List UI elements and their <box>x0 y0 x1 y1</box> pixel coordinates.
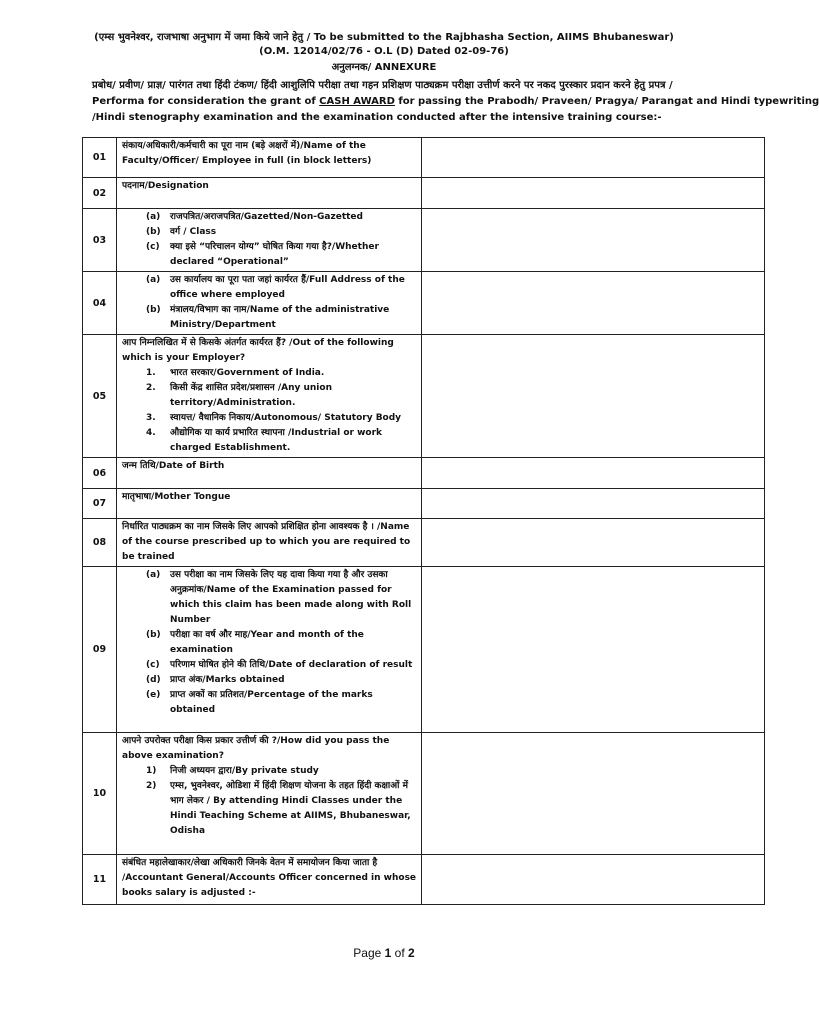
question-text: संकाय/अधिकारी/कर्मचारी का पूरा नाम (बड़े अक्षरों में)/Name of the Faculty/Officer/ Employee in full (in block letters) <box>122 141 372 166</box>
title-cash-award: CASH AWARD <box>319 96 395 107</box>
row-description <box>117 519 422 567</box>
sub-item <box>122 303 419 333</box>
sub-item-text: उस कार्यालय का पूरा पता जहां कार्यरत हैं/Full Address of the office where employed <box>170 275 405 300</box>
sub-item <box>122 764 419 779</box>
sub-item-marker: 4. <box>146 428 156 438</box>
row-description <box>117 209 422 272</box>
row-number: 01 <box>83 138 117 178</box>
sub-item-marker: (c) <box>146 242 160 252</box>
answer-field[interactable] <box>422 489 765 519</box>
row-description <box>117 458 422 489</box>
form-row <box>83 489 765 519</box>
answer-field[interactable] <box>422 567 765 733</box>
sub-item-marker: (e) <box>146 690 161 700</box>
question-text: निर्धारित पाठ्यक्रम का नाम जिसके लिए आपको प्रशिक्षित होना आवश्यक है । /Name of the course prescribed up to which you are required to be trained <box>122 522 411 562</box>
sub-item-marker: (b) <box>146 630 161 640</box>
sub-item-text: परिणाम घोषित होने की तिथि/Date of declaration of result <box>170 660 413 670</box>
title-suffix: for passing the Prabodh/ Praveen/ Pragya/ Parangat and Hindi typewriting <box>394 96 819 107</box>
footer-page-total: 2 <box>408 946 415 960</box>
sub-item-text: स्वायत्त/ वैधानिक निकाय/Autonomous/ Statutory Body <box>170 413 402 423</box>
sub-item <box>122 411 419 426</box>
form-row <box>83 272 765 335</box>
sub-item-text: निजी अध्ययन द्वारा/By private study <box>170 766 319 776</box>
sub-item <box>122 225 419 240</box>
header-line-hindi-title: प्रबोध/ प्रवीण/ प्राज्ञ/ पारंगत तथा हिंदी टंकण/ हिंदी आशुलिपि परीक्षा तथा गहन प्रशिक्षण पाठ्यक्रम परीक्षा उत्तीर्ण करने पर नकद पुरस्कार प्रदान करने हेतु प्रपत्र / <box>92 80 673 91</box>
answer-field[interactable] <box>422 335 765 458</box>
sub-item <box>122 628 419 658</box>
header-line-english-title <box>92 94 819 109</box>
form-row <box>83 209 765 272</box>
sub-item <box>122 210 419 225</box>
row-description <box>117 489 422 519</box>
question-text: आप निम्नलिखित में से किसके अंतर्गत कार्यरत हैं? /Out of the following which is your Employer? <box>122 338 394 363</box>
answer-field[interactable] <box>422 209 765 272</box>
sub-item <box>122 658 419 673</box>
header-line-english-title-cont: /Hindi stenography examination and the examination conducted after the intensive training course:- <box>92 112 662 123</box>
footer-page-number: 1 <box>384 946 392 960</box>
sub-item-text: क्या इसे “परिचालन योग्य” घोषित किया गया है?/Whether declared “Operational” <box>170 242 379 267</box>
footer-page-prefix: Page <box>353 946 385 960</box>
row-number: 08 <box>83 519 117 567</box>
sub-item-text: एम्स, भुवनेश्वर, ओडिशा में हिंदी शिक्षण योजना के तहत हिंदी कक्षाओं में भाग लेकर / By attending Hindi Classes under the Hindi Teaching Scheme at AIIMS, Bhubaneswar, Odisha <box>170 781 411 836</box>
sub-item <box>122 568 419 628</box>
sub-item-marker: 2. <box>146 383 156 393</box>
form-row <box>83 567 765 733</box>
answer-field[interactable] <box>422 272 765 335</box>
answer-field[interactable] <box>422 855 765 905</box>
row-description <box>117 272 422 335</box>
sub-item-text: प्राप्त अकों का प्रतिशत/Percentage of the marks obtained <box>170 690 373 715</box>
question-text: संबंधित महालेखाकार/लेखा अधिकारी जिनके वेतन में समायोजन किया जाता है /Accountant General/Accounts Officer concerned in whose books salary is adjusted :- <box>122 858 417 898</box>
sub-item-marker: (a) <box>146 570 161 580</box>
answer-field[interactable] <box>422 733 765 855</box>
row-description <box>117 138 422 178</box>
header-line-submission: (एम्स भुवनेश्वर, राजभाषा अनुभाग में जमा किये जाने हेतु / To be submitted to the Rajbhasha Section, AIIMS Bhubaneswar) <box>94 32 674 43</box>
sub-item <box>122 688 419 718</box>
answer-field[interactable] <box>422 178 765 209</box>
question-text: आपने उपरोक्त परीक्षा किस प्रकार उत्तीर्ण की ?/How did you pass the above examination? <box>122 736 390 761</box>
form-row <box>83 519 765 567</box>
sub-item-marker: (b) <box>146 227 161 237</box>
sub-item-text: राजपत्रित/अराजपत्रित/Gazetted/Non-Gazetted <box>170 212 363 222</box>
sub-item <box>122 381 419 411</box>
row-description <box>117 178 422 209</box>
sub-item <box>122 240 419 270</box>
form-row <box>83 138 765 178</box>
sub-item-marker: 3. <box>146 413 156 423</box>
sub-item-text: मंत्रालय/विभाग का नाम/Name of the administrative Ministry/Department <box>170 305 390 330</box>
sub-item <box>122 366 419 381</box>
sub-item-marker: (b) <box>146 305 161 315</box>
page-footer <box>0 946 768 960</box>
sub-item-text: भारत सरकार/Government of India. <box>170 368 325 378</box>
row-description <box>117 567 422 733</box>
sub-item-text: औद्योगिक या कार्य प्रभारित स्थापना /Industrial or work charged Establishment. <box>170 428 383 453</box>
sub-item-marker: (a) <box>146 212 161 222</box>
row-number: 09 <box>83 567 117 733</box>
form-row <box>83 335 765 458</box>
footer-page-of: of <box>391 946 409 960</box>
sub-item <box>122 273 419 303</box>
sub-item-marker: 1. <box>146 368 156 378</box>
question-text: मातृभाषा/Mother Tongue <box>122 492 231 502</box>
question-text: जन्म तिथि/Date of Birth <box>122 461 225 471</box>
sub-item-marker: 1) <box>146 766 157 776</box>
sub-item <box>122 673 419 688</box>
row-description <box>117 733 422 855</box>
header-line-annexure: अनुलग्नक/ ANNEXURE <box>331 62 437 73</box>
title-prefix: Performa for consideration the grant of <box>92 96 320 107</box>
form-row <box>83 178 765 209</box>
sub-item-text: वर्ग / Class <box>170 227 217 237</box>
sub-item-text: प्राप्त अंक/Marks obtained <box>170 675 285 685</box>
sub-item-text: उस परीक्षा का नाम जिसके लिए यह दावा किया गया है और उसका अनुक्रमांक/Name of the Examination passed for which this claim has been made along with Roll Number <box>170 570 412 625</box>
sub-item-marker: (a) <box>146 275 161 285</box>
sub-item <box>122 426 419 456</box>
answer-field[interactable] <box>422 138 765 178</box>
row-description <box>117 335 422 458</box>
row-description <box>117 855 422 905</box>
answer-field[interactable] <box>422 519 765 567</box>
sub-item-marker: 2) <box>146 781 157 791</box>
row-number: 07 <box>83 489 117 519</box>
sub-item-text: परीक्षा का वर्ष और माह/Year and month of the examination <box>170 630 364 655</box>
form-row <box>83 733 765 855</box>
sub-item-text: किसी केंद्र शासित प्रदेश/प्रशासन /Any union territory/Administration. <box>170 383 332 408</box>
sub-item-marker: (c) <box>146 660 160 670</box>
question-text: पदनाम/Designation <box>122 181 209 191</box>
row-number: 04 <box>83 272 117 335</box>
header-line-om: (O.M. 12014/02/76 - O.L (D) Dated 02-09-76) <box>259 46 509 57</box>
annexure-form-table <box>82 137 765 905</box>
sub-item-marker: (d) <box>146 675 161 685</box>
row-number: 03 <box>83 209 117 272</box>
row-number: 10 <box>83 733 117 855</box>
sub-item <box>122 779 419 839</box>
answer-field[interactable] <box>422 458 765 489</box>
row-number: 02 <box>83 178 117 209</box>
row-number: 11 <box>83 855 117 905</box>
form-row <box>83 458 765 489</box>
form-row <box>83 855 765 905</box>
row-number: 06 <box>83 458 117 489</box>
row-number: 05 <box>83 335 117 458</box>
